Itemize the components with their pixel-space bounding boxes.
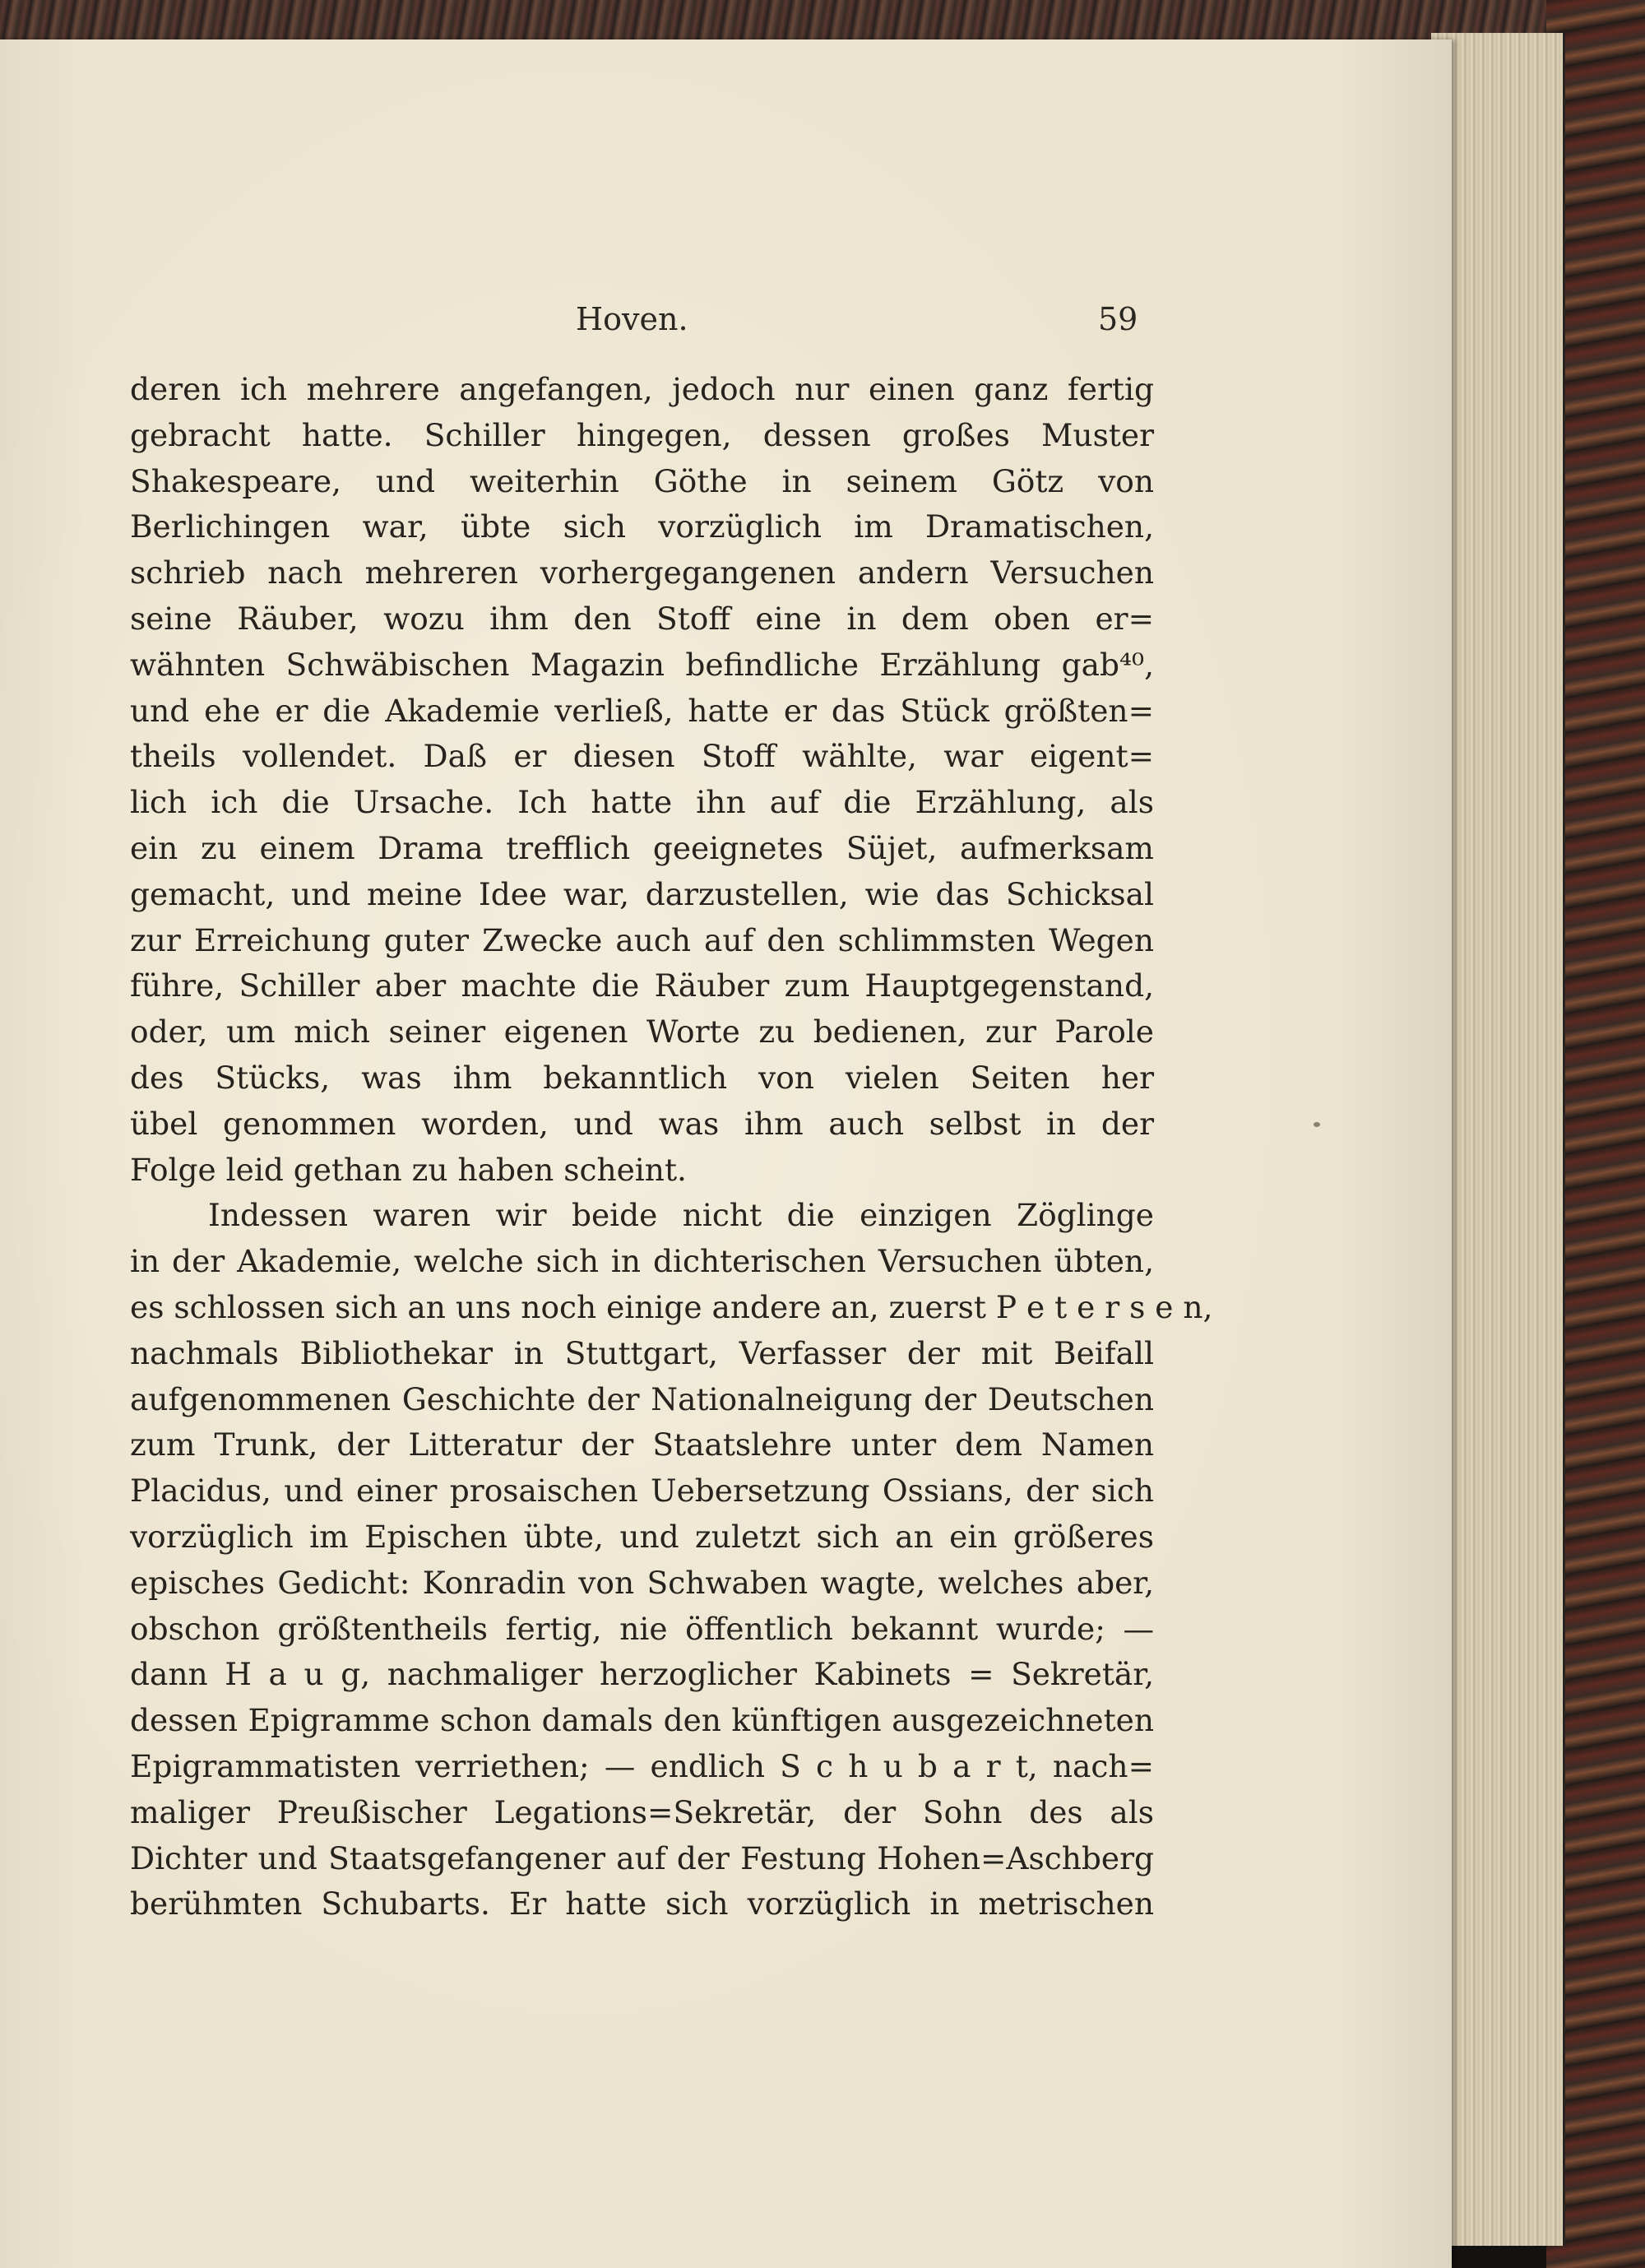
text-line: zum Trunk, der Litteratur der Staatslehre unter dem Namen xyxy=(130,1426,1154,1463)
text-line: episches Gedicht: Konradin von Schwaben wagte, welches aber, xyxy=(130,1564,1154,1601)
text-line: Epigrammatisten verriethen; — endlich S c h u b a r t, nach= xyxy=(130,1747,1154,1784)
paper-blemish xyxy=(1314,1122,1320,1127)
text-line: dann H a u g, nachmaliger herzoglicher Kabinets = Sekretär, xyxy=(130,1656,1154,1693)
text-line: Dichter und Staatsgefangener auf der Festung Hohen=Aschberg xyxy=(130,1839,1154,1876)
text-line: nachmals Bibliothekar in Stuttgart, Verfasser der mit Beifall xyxy=(130,1334,1154,1371)
text-line: lich ich die Ursache. Ich hatte ihn auf die Erzählung, als xyxy=(130,784,1154,821)
text-line: obschon größtentheils fertig, nie öffentlich bekannt wurde; — xyxy=(130,1610,1154,1647)
text-line: deren ich mehrere angefangen, jedoch nur einen ganz fertig xyxy=(130,371,1154,407)
text-line: berühmten Schubarts. Er hatte sich vorzüglich in metrischen xyxy=(130,1885,1154,1922)
text-line: theils vollendet. Daß er diesen Stoff wählte, war eigent= xyxy=(130,738,1154,775)
running-title: Hoven. xyxy=(576,301,688,337)
text-line: Berlichingen war, übte sich vorzüglich im Dramatischen, xyxy=(130,508,1154,545)
text-line: vorzüglich im Epischen übte, und zuletzt sich an ein größeres xyxy=(130,1518,1154,1555)
text-line: aufgenommenen Geschichte der Nationalneigung der Deutschen xyxy=(130,1380,1154,1417)
text-line: gebracht hatte. Schiller hingegen, dessen großes Muster xyxy=(130,416,1154,453)
text-line: es schlossen sich an uns noch einige andere an, zuerst P e t e r s e n, xyxy=(130,1288,1213,1325)
text-line: und ehe er die Akademie verließ, hatte er das Stück größten= xyxy=(130,692,1154,729)
text-line: maliger Preußischer Legations=Sekretär, der Sohn des als xyxy=(130,1793,1154,1830)
text-line: Shakespeare, und weiterhin Göthe in seinem Götz von xyxy=(130,462,1154,499)
text-line: führe, Schiller aber machte die Räuber zum Hauptgegenstand, xyxy=(130,967,1154,1004)
text-line: in der Akademie, welche sich in dichterischen Versuchen übten, xyxy=(130,1243,1154,1280)
paragraph-first-line: Indessen waren wir beide nicht die einzigen Zöglinge xyxy=(208,1197,1154,1234)
text-line: ein zu einem Drama trefflich geeignetes Süjet, aufmerksam xyxy=(130,829,1154,866)
text-line: seine Räuber, wozu ihm den Stoff eine in dem oben er= xyxy=(130,600,1154,637)
body-text xyxy=(130,367,1213,1927)
page-number: 59 xyxy=(1098,301,1138,337)
text-line: des Stücks, was ihm bekanntlich von vielen Seiten her xyxy=(130,1059,1154,1096)
text-line: Folge leid gethan zu haben scheint. xyxy=(130,1151,687,1188)
book-page xyxy=(0,39,1452,2268)
text-line: wähnten Schwäbischen Magazin befindliche Erzählung gab⁴⁰, xyxy=(130,646,1154,683)
text-line: gemacht, und meine Idee war, darzustellen, wie das Schicksal xyxy=(130,875,1154,912)
text-line: oder, um mich seiner eigenen Worte zu bedienen, zur Parole xyxy=(130,1013,1154,1051)
text-line: Placidus, und einer prosaischen Uebersetzung Ossians, der sich xyxy=(130,1473,1154,1510)
text-line: schrieb nach mehreren vorhergegangenen andern Versuchen xyxy=(130,554,1154,591)
text-line: zur Erreichung guter Zwecke auch auf den schlimmsten Wegen xyxy=(130,921,1154,958)
text-line: dessen Epigramme schon damals den künftigen ausgezeichneten xyxy=(130,1702,1154,1739)
text-line: übel genommen worden, und was ihm auch selbst in der xyxy=(130,1105,1154,1142)
